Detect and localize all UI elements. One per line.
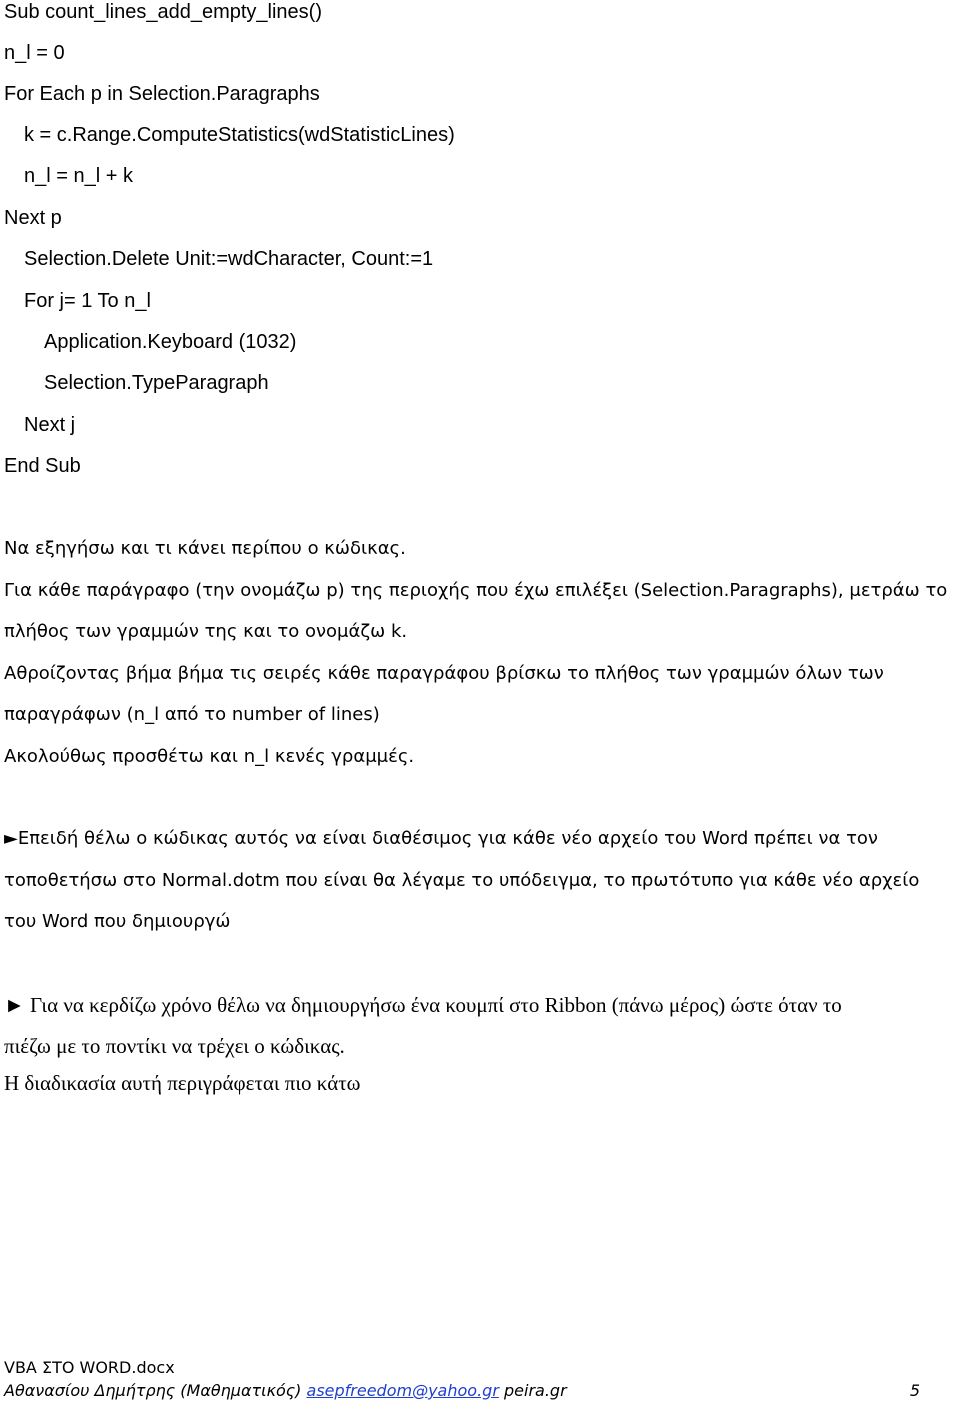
page-number: 5 [909,1381,920,1400]
explanation-line: πλήθος των γραμμών της και το ονομάζω k. [4,621,408,642]
footer-site: peira.gr [504,1381,567,1400]
normal-dotm-line: του Word που δημιουργώ [4,911,231,932]
explanation-line: Ακολούθως προσθέτω και n_l κενές γραμμές. [4,746,415,767]
normal-dotm-line: ►Επειδή θέλω ο κώδικας αυτός να είναι διαθέσιμος για κάθε νέο αρχείο του Word πρέπει να τον [4,828,878,849]
explanation-line: Να εξηγήσω και τι κάνει περίπου ο κώδικας. [4,538,406,559]
explanation-line: Για κάθε παράγραφο (την ονομάζω p) της περιοχής που έχω επιλέξει (Selection.Paragraphs), μετράω το [4,580,948,601]
code-line: n_l = 0 [4,42,65,64]
code-line: Selection.TypeParagraph [44,372,269,394]
footer-author: Αθανασίου Δημήτρης (Μαθηματικός) [4,1381,302,1400]
code-line: n_l = n_l + k [24,165,133,187]
explanation-line: Αθροίζοντας βήμα βήμα τις σειρές κάθε παραγράφου βρίσκω το πλήθος των γραμμών όλων των [4,663,884,684]
explanation-line: παραγράφων (n_l από το number of lines) [4,704,380,725]
code-line: Next p [4,207,62,229]
code-line: End Sub [4,455,81,477]
ribbon-line: πιέζω με το ποντίκι να τρέχει ο κώδικας. [4,1034,345,1058]
code-line: Selection.Delete Unit:=wdCharacter, Count:=1 [24,248,434,270]
code-line: Sub count_lines_add_empty_lines() [4,1,322,23]
ribbon-line: ► Για να κερδίζω χρόνο θέλω να δημιουργήσω ένα κουμπί στο Ribbon (πάνω μέρος) ώστε όταν το [4,993,842,1017]
footer-credits [4,1381,567,1401]
code-line: k = c.Range.ComputeStatistics(wdStatisticLines) [24,124,455,146]
code-line: For Each p in Selection.Paragraphs [4,83,320,105]
code-line: Next j [24,414,76,436]
code-line: Application.Keyboard (1032) [44,331,297,353]
footer-filename: VBA ΣΤΟ WORD.docx [4,1358,175,1377]
normal-dotm-line: τοποθετήσω στο Normal.dotm που είναι θα λέγαμε το υπόδειγμα, το πρωτότυπο για κάθε νέο αρχείο [4,870,920,891]
ribbon-line: Η διαδικασία αυτή περιγράφεται πιο κάτω [4,1071,361,1095]
code-line: For j= 1 To n_l [24,290,151,312]
footer-email-link[interactable]: asepfreedom@yahoo.gr [306,1381,499,1400]
